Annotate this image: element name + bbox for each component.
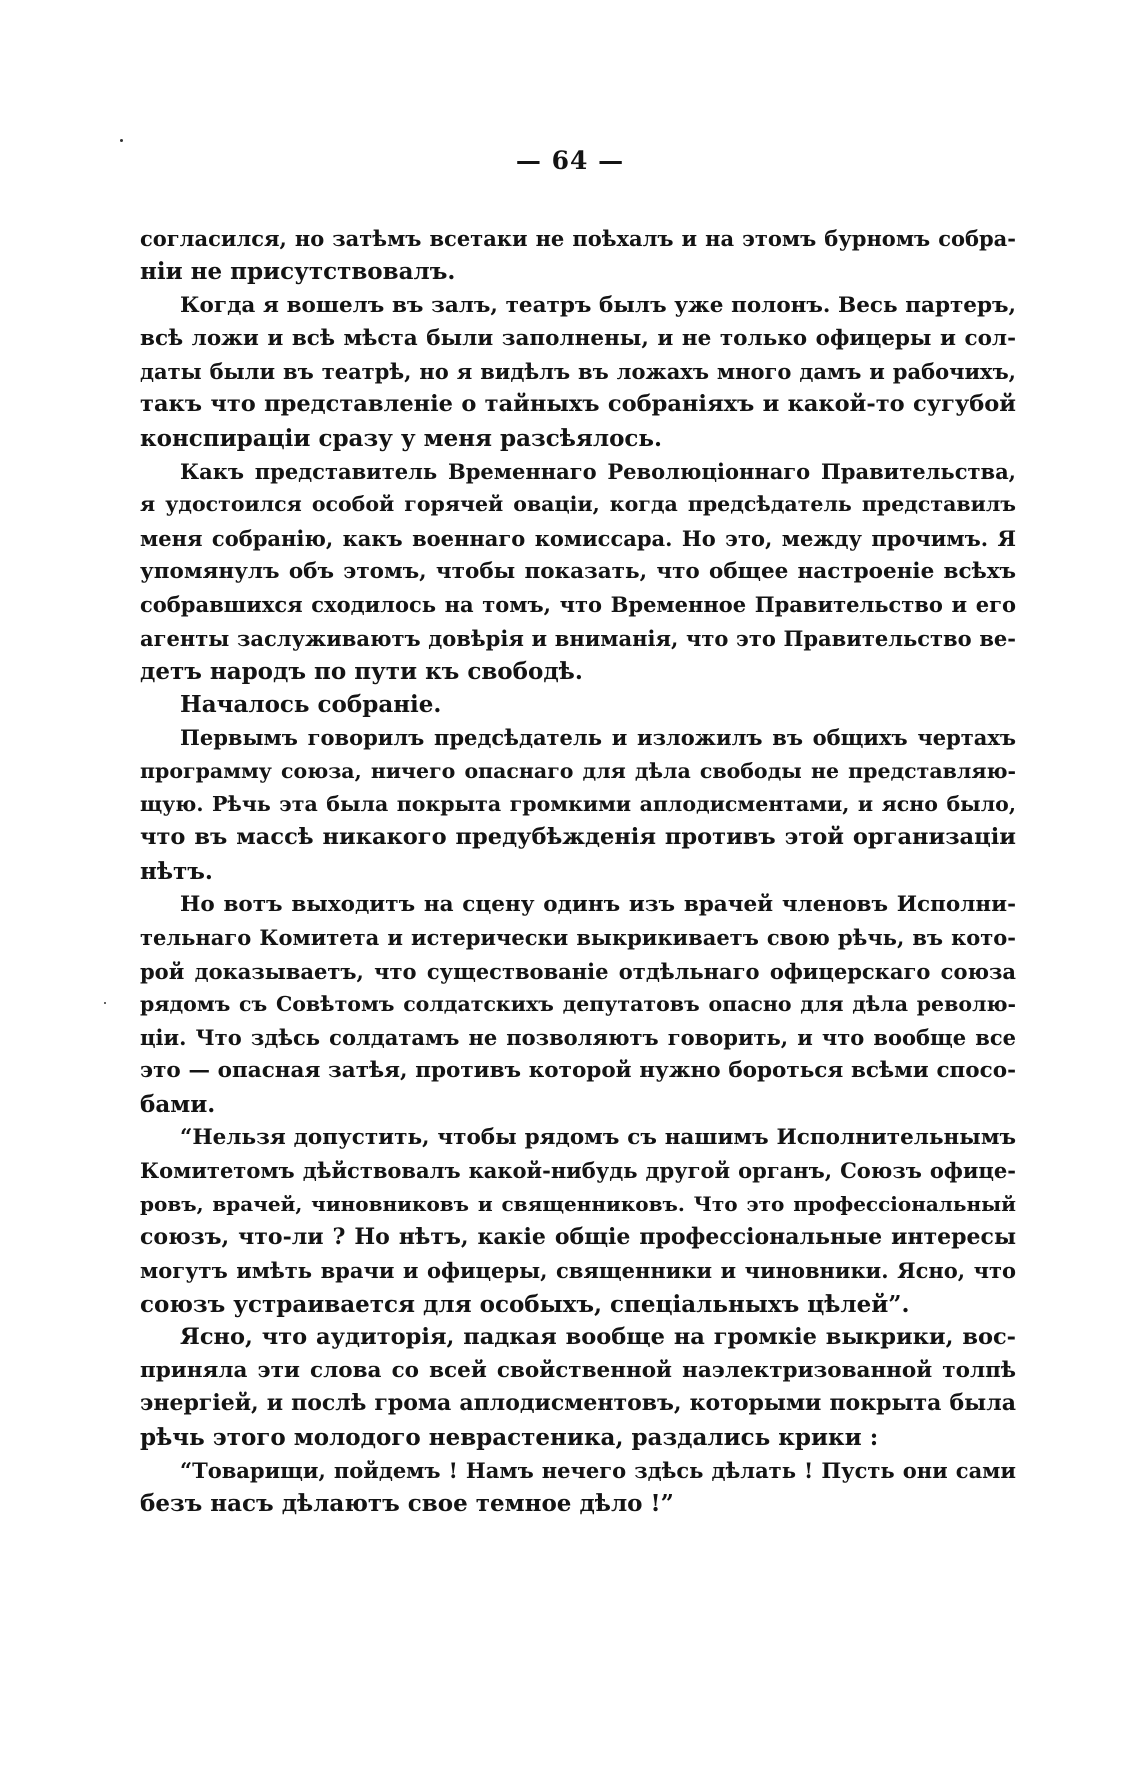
text-line: ніи не присутствовалъ.	[140, 258, 456, 286]
text-line: ровъ, врачей, чиновниковъ и священниковъ. Что это профессіональный	[140, 1191, 1016, 1216]
text-line: агенты заслуживаютъ довѣрія и вниманія, что это Правительство ве-	[140, 625, 1016, 651]
text-line: ціи. Что здѣсь солдатамъ не позволяютъ говорить, и что вообще все	[140, 1025, 1016, 1051]
page-number: — 64 —	[515, 146, 625, 175]
text-line: энергіей, и послѣ грома аплодисментовъ, которыми покрыта была	[140, 1390, 1016, 1417]
text-line: конспираціи сразу у меня разсѣялось.	[140, 424, 663, 452]
text-line: Началось собраніе.	[180, 691, 442, 719]
text-line: Какъ представитель Временнаго Революціоннаго Правительства,	[180, 459, 1016, 485]
text-line: даты были въ театрѣ, но я видѣлъ въ ложахъ много дамъ и рабочихъ,	[140, 359, 1016, 385]
text-line: “Нельзя допустить, чтобы рядомъ съ нашимъ Исполнительнымъ	[180, 1125, 1016, 1151]
text-line: союзъ, что-ли ? Но нѣтъ, какіе общіе профессіональные интересы	[140, 1223, 1016, 1250]
text-line: приняла эти слова со всей свойственной наэлектризованной толпѣ	[140, 1358, 1016, 1384]
text-line: безъ насъ дѣлаютъ свое темное дѣло !”	[140, 1490, 674, 1518]
text-line: собравшихся сходилось на томъ, что Временное Правительство и его	[140, 592, 1016, 618]
text-line: Когда я вошелъ въ залъ, театръ былъ уже полонъ. Весь партеръ,	[180, 292, 1016, 318]
body-text	[140, 222, 1016, 1521]
text-line: детъ народъ по пути къ свободѣ.	[140, 657, 583, 685]
print-speck	[120, 139, 123, 142]
text-line: тельнаго Комитета и истерически выкрикиваетъ свою рѣчь, въ кото-	[140, 925, 1016, 951]
text-line: рой доказываетъ, что существованіе отдѣльнаго офицерскаго союза	[140, 958, 1016, 984]
text-line: Первымъ говорилъ предсѣдатель и изложилъ въ общихъ чертахъ	[180, 725, 1016, 751]
text-line: программу союза, ничего опаснаго для дѣла свободы не представляю-	[140, 758, 1016, 783]
text-line: согласился, но затѣмъ всетаки не поѣхалъ и на этомъ бурномъ собра-	[140, 226, 1016, 251]
text-line: всѣ ложи и всѣ мѣста были заполнены, и не только офицеры и сол-	[140, 325, 1016, 351]
text-line: упомянулъ объ этомъ, чтобы показать, что общее настроеніе всѣхъ	[140, 558, 1016, 584]
text-line: я удостоился особой горячей оваціи, когда предсѣдатель представилъ	[140, 492, 1016, 517]
text-line: щую. Рѣчь эта была покрыта громкими аплодисментами, и ясно было,	[140, 792, 1016, 817]
text-line: союзъ устраивается для особыхъ, спеціальныхъ цѣлей”.	[140, 1290, 910, 1318]
print-speck	[104, 1002, 106, 1004]
text-line: это — опасная затѣя, противъ которой нужно бороться всѣми спосо-	[140, 1058, 1016, 1084]
text-line: рядомъ съ Совѣтомъ солдатскихъ депутатовъ опасно для дѣла револю-	[140, 991, 1016, 1016]
text-line: бами.	[140, 1090, 216, 1118]
text-line: рѣчь этого молодого неврастеника, раздались крики :	[140, 1423, 879, 1451]
text-line: Комитетомъ дѣйствовалъ какой-нибудь другой органъ, Союзъ офице-	[140, 1158, 1016, 1184]
text-line: такъ что представленіе о тайныхъ собраніяхъ и какой-то сугубой	[140, 391, 1016, 418]
text-line: могутъ имѣть врачи и офицеры, священники и чиновники. Ясно, что	[140, 1258, 1016, 1284]
text-line: Но вотъ выходитъ на сцену одинъ изъ врачей членовъ Исполни-	[180, 891, 1016, 917]
text-line: что въ массѣ никакого предубѣжденія противъ этой организаціи	[140, 824, 1016, 851]
text-line: “Товарищи, пойдемъ ! Намъ нечего здѣсь дѣлать ! Пусть они сами	[180, 1457, 1016, 1483]
text-line: нѣтъ.	[140, 857, 213, 885]
text-line: Ясно, что аудиторія, падкая вообще на громкіе выкрики, вос-	[180, 1323, 1016, 1350]
text-line: меня собранію, какъ военнаго комиссара. Но это, между прочимъ. Я	[140, 525, 1016, 551]
